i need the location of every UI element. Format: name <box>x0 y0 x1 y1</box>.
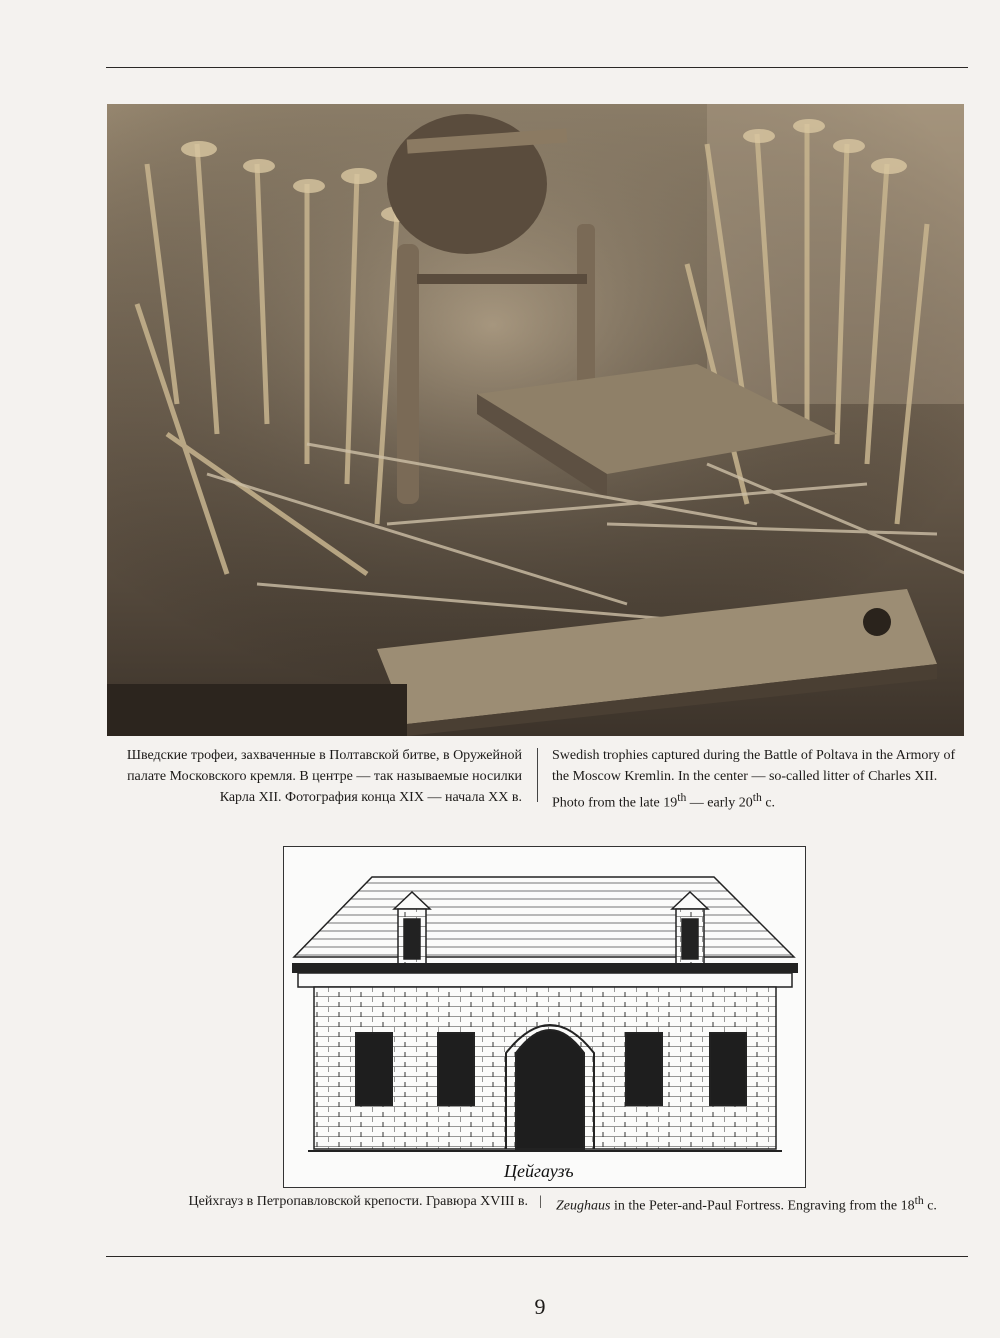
photo-caption-en: Swedish trophies captured during the Battle of Poltava in the Armory of the Moscow Kremlin. In the center — so-called litter of Charles XII. Photo from the late 19th — early 20th c. <box>552 748 956 811</box>
engraving-inscription: Цейгаузъ <box>504 1161 574 1181</box>
bottom-rule <box>106 1256 968 1257</box>
engraving-caption-ru: Цейхгауз в Петропавловской крепости. Гравюра XVIII в. <box>188 1194 528 1209</box>
photo-caption-ru: Шведские трофеи, захваченные в Полтавской битве, в Оружейной палате Московского кремля. В центре — так называемые носилки Карла XII. Фотография конца XIX — начала XX в. <box>126 748 522 805</box>
trophies-photograph <box>107 104 964 736</box>
caption-separator <box>537 748 538 802</box>
engraving-caption-en: Zeughaus in the Peter-and-Paul Fortress. Engraving from the 18th c. <box>556 1194 937 1214</box>
page-number: 9 <box>534 1294 546 1319</box>
top-rule <box>106 67 968 68</box>
zeughaus-engraving <box>283 846 806 1188</box>
engraving-caption-separator: | <box>539 1194 542 1209</box>
